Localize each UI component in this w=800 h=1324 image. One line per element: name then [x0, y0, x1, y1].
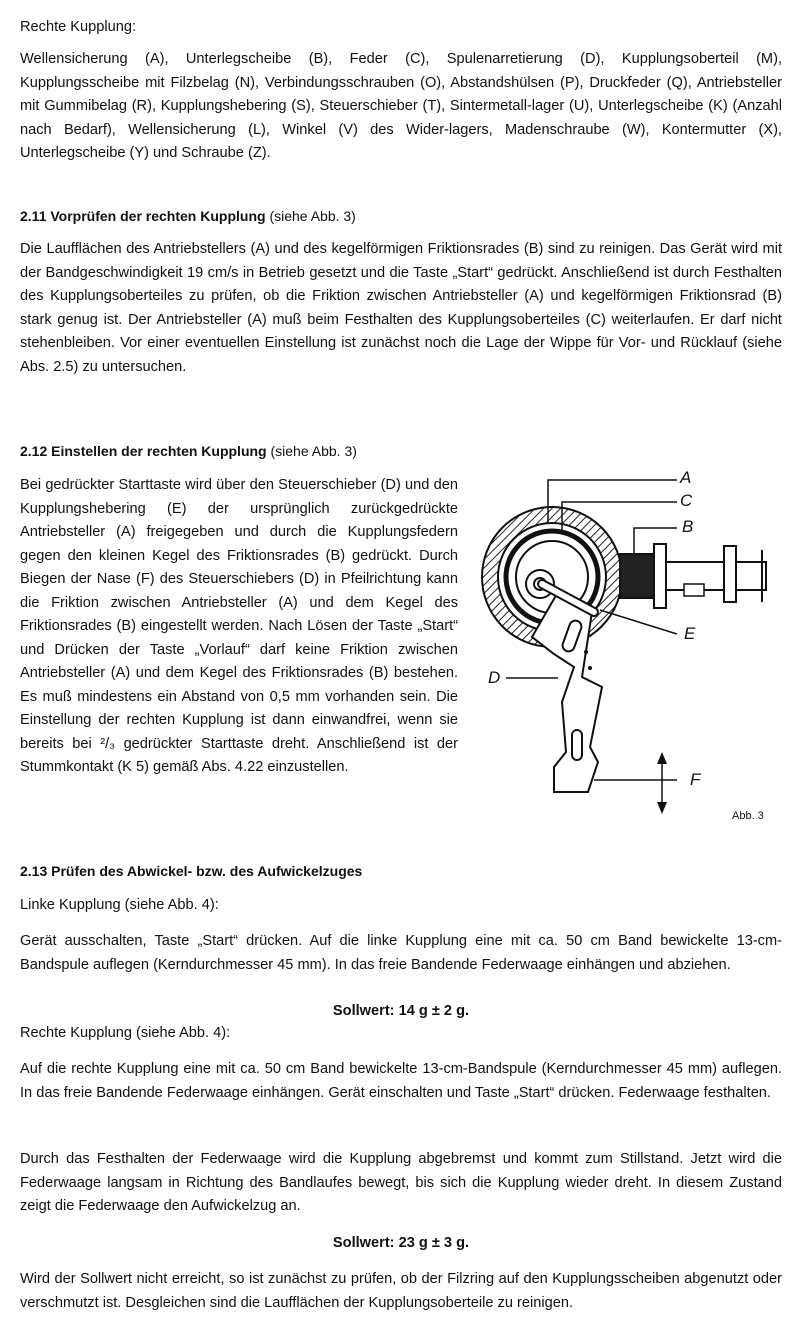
figure-abb-3: [462, 462, 782, 832]
section-2-12-heading: [20, 441, 782, 461]
section-2-11-text: Die Laufflächen des Antriebstellers (A) und des kegelförmigen Friktionsrades (B) sind zu reinigen. Das Gerät wird mit der Bandgeschwindigkeit 19 cm/s in Betrieb gesetzt und die Taste „Start“ gedrückt. Anschließend ist durch Festhalten des Kupplungsoberteiles zu prüfen, ob die Friktion zwischen Antriebsteller (A) und kegelförmigen Friktionsrad (B) stark genug ist. Der Antriebsteller (A) muß beim Festhalten des Kupplungsoberteiles (C) weiterlaufen. Er darf nicht stehenbleiben. Vor einer eventuellen Einstellung ist zunächst noch die Lage der Wippe für Vor- und Rücklauf (siehe Abs. 2.5) zu untersuchen.: [20, 241, 782, 375]
right-coupling-label: Rechte Kupplung (siehe Abb. 4):: [20, 1025, 231, 1041]
slider-hole-1: [584, 650, 588, 654]
drive-shaft: [666, 562, 766, 590]
section-2-12-text: Bei gedrückter Starttaste wird über den Steuerschieber (D) und den Kupplungshebering (E) der ursprünglich zurückgedrückte Antriebsteller (A) freigegeben und durch die Kupplungsfedern gegen den kleinen Kegel des Friktionsrades (B) gedrückt. Durch Biegen der Nase (F) des Steuerschiebers (D) in Pfeilrichtung kann die Friktion zwischen Antriebsteller (A) und dem Kegel des Friktionsrades (B) eingestellt werden. Nach Lösen der Taste „Start“ und Drücken der Taste „Vorlauf“ darf keine Friktion zwischen Antriebsteller (A) und dem Kegel des Friktionsrades (B) bestehen. Es muß mindestens ein Abstand von 0,5 mm vorhanden sein. Die Einstellung der rechten Kupplung ist dann einwandfrei, wenn sie bereits bei ²/₃ gedrückter Starttaste dreht. Anschließend ist der Stummkontakt (K 5) gemäß Abs. 4.22 einzustellen.: [20, 477, 458, 775]
shaft-bracket: [724, 546, 736, 602]
parts-list-paragraph: Wellensicherung (A), Unterlegscheibe (B), Feder (C), Spulenarretierung (D), Kupplungsoberteil (M), Kupplungsscheibe mit Filzbelag (N), Verbindungsschrauben (O), Abstandshülsen (P), Druckfeder (Q), Antriebsteller mit Gummibelag (R), Kupplungshebering (S), Steuerschieber (T), Sintermetall-lager (U), Unterlegscheibe (K) (Anzahl nach Bedarf), Wellensicherung (L), Winkel (V) des Wider-lagers, Madenschraube (W), Kontermutter (X), Unterlegscheibe (Y) und Schraube (Z).: [20, 51, 782, 161]
section-2-11-title: 2.11 Vorprüfen der rechten Kupplung: [20, 208, 266, 224]
slider-hole-2: [588, 666, 592, 670]
section-2-12-ref: (siehe Abb. 3): [270, 443, 357, 459]
roller-flange: [654, 544, 666, 608]
adjust-arrow-up-icon: [657, 752, 667, 764]
label-c: C: [680, 491, 693, 510]
label-a: A: [680, 468, 692, 487]
leader-e: [600, 610, 677, 634]
left-coupling-label: Linke Kupplung (siehe Abb. 4):: [20, 897, 219, 913]
shaft-clip: [684, 584, 704, 596]
label-b: B: [682, 517, 694, 536]
right-coupling-text-2: Durch das Festhalten der Federwaage wird die Kupplung abgebremst und kommt zum Stillstand. Jetzt wird die Federwaage langsam in Richtung des Bandlaufes bewegt, bis sich die Kupplung wieder dreht. In diesem Zustand zeigt die Federwaage den Aufwickelzug an.: [20, 1151, 782, 1214]
right-coupling-text: Auf die rechte Kupplung eine mit ca. 50 cm Band bewickelte 13-cm-Bandspule (Kerndurchmesser 45 mm) auflegen. In das freie Bandende Federwaage einhängen. Gerät einschalten und Taste „Start“ drücken. Federwaage festhalten.: [20, 1061, 782, 1101]
section-2-11-heading: [20, 206, 782, 226]
label-e: E: [684, 624, 696, 643]
closing-paragraph: Wird der Sollwert nicht erreicht, so ist zunächst zu prüfen, ob der Filzring auf den Kupplungsscheiben abgenutzt oder verschmutzt ist. Desgleichen sind die Laufflächen der Kupplungsoberteile zu reinigen.: [20, 1271, 782, 1311]
left-coupling-target: Sollwert: 14 g ± 2 g.: [332, 1003, 470, 1019]
friction-roller: [620, 554, 654, 598]
coupling-diagram: [462, 462, 782, 832]
section-header: Rechte Kupplung:: [20, 19, 137, 35]
slider-slot-2: [572, 730, 582, 760]
section-2-13-heading: 2.13 Prüfen des Abwickel- bzw. des Aufwickelzuges: [20, 863, 363, 879]
figure-caption: Abb. 3: [732, 810, 764, 822]
section-2-12-title: 2.12 Einstellen der rechten Kupplung: [20, 443, 267, 459]
right-coupling-target: Sollwert: 23 g ± 3 g.: [332, 1235, 470, 1251]
adjust-arrow-down-icon: [657, 802, 667, 814]
left-coupling-text: Gerät ausschalten, Taste „Start“ drücken. Auf die linke Kupplung eine mit ca. 50 cm Band bewickelte 13-cm-Bandspule auflegen (Kerndurchmesser 45 mm). In das freie Bandende Federwaage einhängen und abziehen.: [20, 933, 782, 973]
label-f: F: [690, 770, 701, 789]
section-2-11-ref: (siehe Abb. 3): [269, 208, 356, 224]
label-d: D: [488, 668, 501, 687]
